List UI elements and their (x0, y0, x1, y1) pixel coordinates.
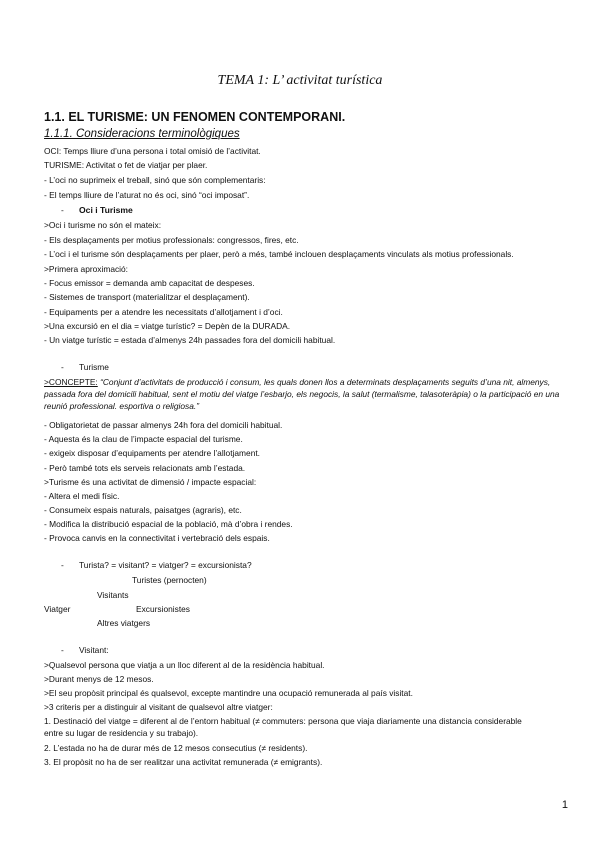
text-line: - Modifica la distribució espacial de la població, mà d’obra i rendes. (44, 519, 293, 529)
text-line: - Un viatge turístic = estada d’almenys 24h passades fora del domicili habitual. (44, 335, 336, 345)
bullet-marker: - (61, 645, 64, 655)
text-line: >Turisme és una activitat de dimensió / impacte espacial: (44, 477, 257, 487)
bullet-marker: - (61, 362, 64, 372)
concept-text: “Conjunt d’activitats de producció i consum, les quals donen llos a determinats desplaçaments seguits d’una nit, almenys, passada fora del domicili habitual, sent el motiu del viatge l’esbarjo, els negocis, la salut (termalisme, talasoteràpia) o la participació en una reunió professional. esportiva o religiosa.” (44, 377, 560, 411)
text-line: >Qualsevol persona que viatja a un lloc diferent al de la residència habitual. (44, 660, 325, 670)
text-line: TURISME: Activitat o fet de viatjar per plaer. (44, 160, 208, 170)
text-line: entre su lugar de residencia y su trabajo). (44, 728, 199, 738)
text-line: - Obligatorietat de passar almenys 24h fora del domicili habitual. (44, 420, 283, 430)
text-line: - El temps lliure de l’aturat no és oci, sinó “oci imposat”. (44, 190, 250, 200)
text-line: - Provoca canvis en la connectivitat i vertebració dels espais. (44, 533, 270, 543)
text-line: - L’oci i el turisme són desplaçaments per plaer, però a més, també inclouen desplaçaments vinculats als motius professionals. (44, 249, 514, 259)
section-heading: 1.1. EL TURISME: UN FENOMEN CONTEMPORANI. (44, 110, 346, 124)
text-line: >Oci i turisme no són el mateix: (44, 220, 162, 230)
text-line: - Consumeix espais naturals, paisatges (agraris), etc. (44, 505, 242, 515)
tree-visitants: Visitants (97, 590, 129, 600)
text-line: >El seu propòsit principal és qualsevol, excepte mantindre una ocupació remunerada al país visitat. (44, 688, 413, 698)
tree-turistes: Turistes (pernocten) (132, 575, 207, 585)
text-line: >Primera aproximació: (44, 264, 129, 274)
text-line: 1. Destinació del viatge = diferent al de l’entorn habitual (≠ commuters: persona que viaja diariamente una distancia considerable (44, 716, 522, 726)
bullet-heading-oci: Oci i Turisme (79, 205, 133, 215)
text-line: >3 criteris per a distinguir al visitant de qualsevol altre viatger: (44, 702, 273, 712)
page-number: 1 (561, 799, 568, 811)
text-line: 2. L’estada no ha de durar més de 12 mesos consecutius (≠ residents). (44, 743, 308, 753)
bullet-heading-turista: Turista? = visitant? = viatger? = excursionista? (79, 560, 252, 570)
text-line: >Una excursió en el dia = viatge turístic? = Depèn de la DURADA. (44, 321, 291, 331)
text-line: 3. El propòsit no ha de ser realitzar una activitat remunerada (≠ emigrants). (44, 757, 323, 767)
text-line: - Els desplaçaments per motius professionals: congressos, fires, etc. (44, 235, 299, 245)
subsection-heading: 1.1.1. Consideracions terminològiques (44, 128, 240, 140)
text-line: - Però també tots els serveis relacionats amb l’estada. (44, 463, 246, 473)
text-line: - Focus emissor = demanda amb capacitat de despeses. (44, 278, 255, 288)
concept-label: >CONCEPTE: (44, 377, 98, 387)
text-line: - Sistemes de transport (materialitzar el desplaçament). (44, 292, 250, 302)
text-line: - exigeix disposar d’equipaments per atendre l’allotjament. (44, 448, 261, 458)
bullet-heading-turisme: Turisme (79, 362, 109, 372)
bullet-marker: - (61, 205, 64, 215)
page-title: TEMA 1: L’ activitat turística (217, 73, 383, 88)
text-line: - Aquesta és la clau de l’impacte espacial del turisme. (44, 434, 243, 444)
tree-altres: Altres viatgers (97, 618, 151, 628)
concept-paragraph (44, 376, 564, 412)
text-line: - Equipaments per a atendre les necessitats d’allotjament i d’oci. (44, 307, 283, 317)
text-line: - Altera el medi físic. (44, 491, 120, 501)
bullet-heading-visitant: Visitant: (79, 645, 109, 655)
tree-excursionistes: Excursionistes (136, 604, 190, 614)
tree-viatger: Viatger (44, 604, 71, 614)
text-line: OCI: Temps lliure d’una persona i total omisió de l’activitat. (44, 146, 261, 156)
text-line: >Durant menys de 12 mesos. (44, 674, 154, 684)
text-line: - L’oci no suprimeix el treball, sinó que són complementaris: (44, 175, 266, 185)
bullet-marker: - (61, 560, 64, 570)
